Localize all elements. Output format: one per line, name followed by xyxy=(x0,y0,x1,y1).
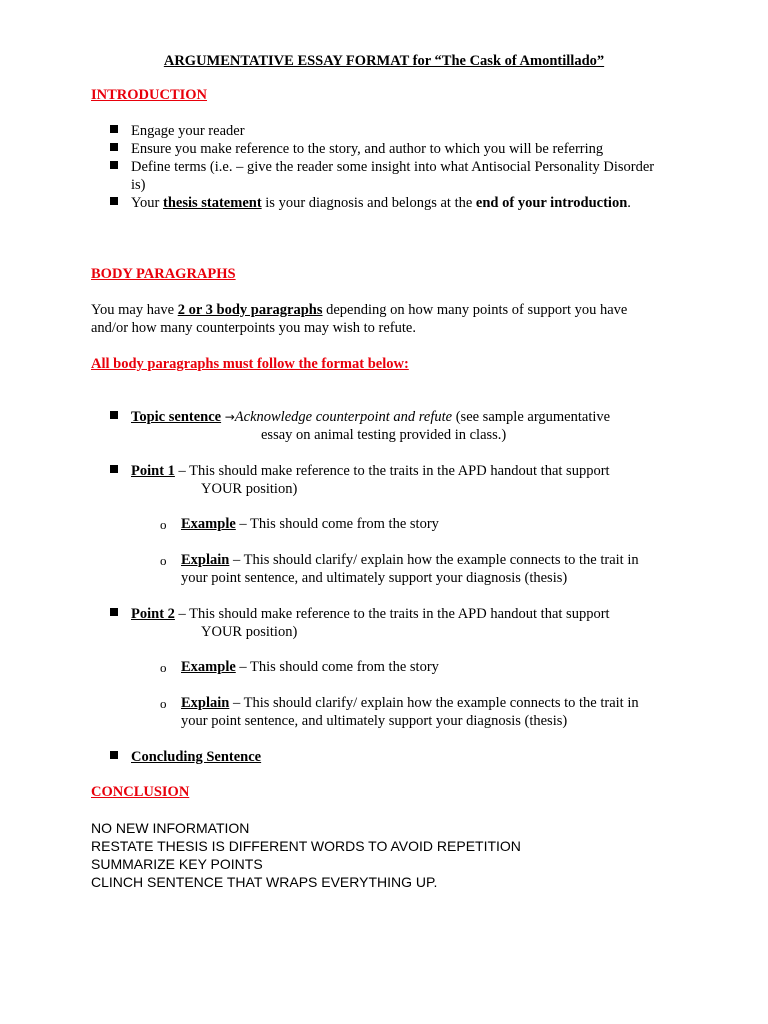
body-intro-paragraph-line-2: and/or how many counterpoints you may wish to refute. xyxy=(91,320,416,336)
point-2-line-2: YOUR position) xyxy=(201,624,298,640)
intro-bullet-2: Ensure you make reference to the story, and author to which you will be referring xyxy=(131,141,604,157)
topic-sentence-italic: Acknowledge counterpoint and refute xyxy=(234,409,453,425)
format-note: All body paragraphs must follow the format below: xyxy=(91,356,409,372)
point-1-line-2: YOUR position) xyxy=(201,481,298,497)
topic-sentence-post: (see sample argumentative xyxy=(452,409,611,425)
point-2-label: Point 2 xyxy=(131,606,175,622)
explain-label: Explain xyxy=(181,552,230,568)
example-text: – This should come from the story xyxy=(235,659,439,675)
thesis-pre: Your xyxy=(131,195,163,211)
intro-thesis-bullet xyxy=(131,194,631,212)
arrow-right-icon: → xyxy=(224,410,235,424)
conclusion-line-4: CLINCH SENTENCE THAT WRAPS EVERYTHING UP. xyxy=(91,874,438,890)
circle-bullet-icon: o xyxy=(160,696,167,711)
bullet-square-icon xyxy=(110,197,118,205)
thesis-statement-term: thesis statement xyxy=(162,195,262,211)
conclusion-heading: CONCLUSION xyxy=(91,784,190,800)
example-label: Example xyxy=(181,516,236,532)
thesis-post: . xyxy=(627,195,631,211)
thesis-mid: is your diagnosis and belongs at the xyxy=(261,195,476,211)
body-para-post: depending on how many points of support you have xyxy=(322,302,628,318)
body-paragraphs-heading: BODY PARAGRAPHS xyxy=(91,266,236,282)
point-2-explain-line-2: your point sentence, and ultimately support your diagnosis (thesis) xyxy=(181,713,568,729)
point-1-line-1 xyxy=(131,462,610,480)
bullet-square-icon xyxy=(110,608,118,616)
example-text: – This should come from the story xyxy=(235,516,439,532)
bullet-square-icon xyxy=(110,465,118,473)
bullet-square-icon xyxy=(110,751,118,759)
bullet-square-icon xyxy=(110,125,118,133)
intro-bullet-3-continued: is) xyxy=(131,177,146,193)
intro-bullet-1: Engage your reader xyxy=(131,123,245,139)
topic-sentence-line-1 xyxy=(131,408,610,426)
bullet-square-icon xyxy=(110,411,118,419)
point-2-example xyxy=(181,658,439,676)
intro-bullet-3: Define terms (i.e. – give the reader some insight into what Antisocial Personality Disorder xyxy=(131,159,655,175)
body-para-pre: You may have xyxy=(91,302,178,318)
conclusion-line-2: RESTATE THESIS IS DIFFERENT WORDS TO AVOID REPETITION xyxy=(91,838,521,854)
end-of-introduction-term: end of your introduction xyxy=(475,195,628,211)
topic-sentence-label: Topic sentence xyxy=(131,409,222,425)
point-1-example xyxy=(181,515,439,533)
explain-text: – This should clarify/ explain how the example connects to the trait in xyxy=(229,552,639,568)
conclusion-line-1: NO NEW INFORMATION xyxy=(91,820,250,836)
point-2-explain-line-1 xyxy=(181,694,639,712)
circle-bullet-icon: o xyxy=(160,517,167,532)
point-1-explain-line-1 xyxy=(181,551,639,569)
topic-sentence-line-2: essay on animal testing provided in class.) xyxy=(261,427,507,443)
point-1-text: – This should make reference to the traits in the APD handout that support xyxy=(174,463,610,479)
introduction-heading: INTRODUCTION xyxy=(91,87,208,103)
body-paragraph-count: 2 or 3 body paragraphs xyxy=(177,302,323,318)
circle-bullet-icon: o xyxy=(160,553,167,568)
point-1-explain-line-2: your point sentence, and ultimately support your diagnosis (thesis) xyxy=(181,570,568,586)
circle-bullet-icon: o xyxy=(160,660,167,675)
point-2-line-1 xyxy=(131,605,610,623)
example-label: Example xyxy=(181,659,236,675)
concluding-sentence-label: Concluding Sentence xyxy=(131,749,262,765)
bullet-square-icon xyxy=(110,143,118,151)
explain-label: Explain xyxy=(181,695,230,711)
document-title: ARGUMENTATIVE ESSAY FORMAT for “The Cask of Amontillado” xyxy=(163,53,605,69)
body-intro-paragraph-line-1 xyxy=(91,301,627,319)
point-2-text: – This should make reference to the traits in the APD handout that support xyxy=(174,606,610,622)
conclusion-line-3: SUMMARIZE KEY POINTS xyxy=(91,856,263,872)
bullet-square-icon xyxy=(110,161,118,169)
explain-text: – This should clarify/ explain how the example connects to the trait in xyxy=(229,695,639,711)
point-1-label: Point 1 xyxy=(131,463,175,479)
